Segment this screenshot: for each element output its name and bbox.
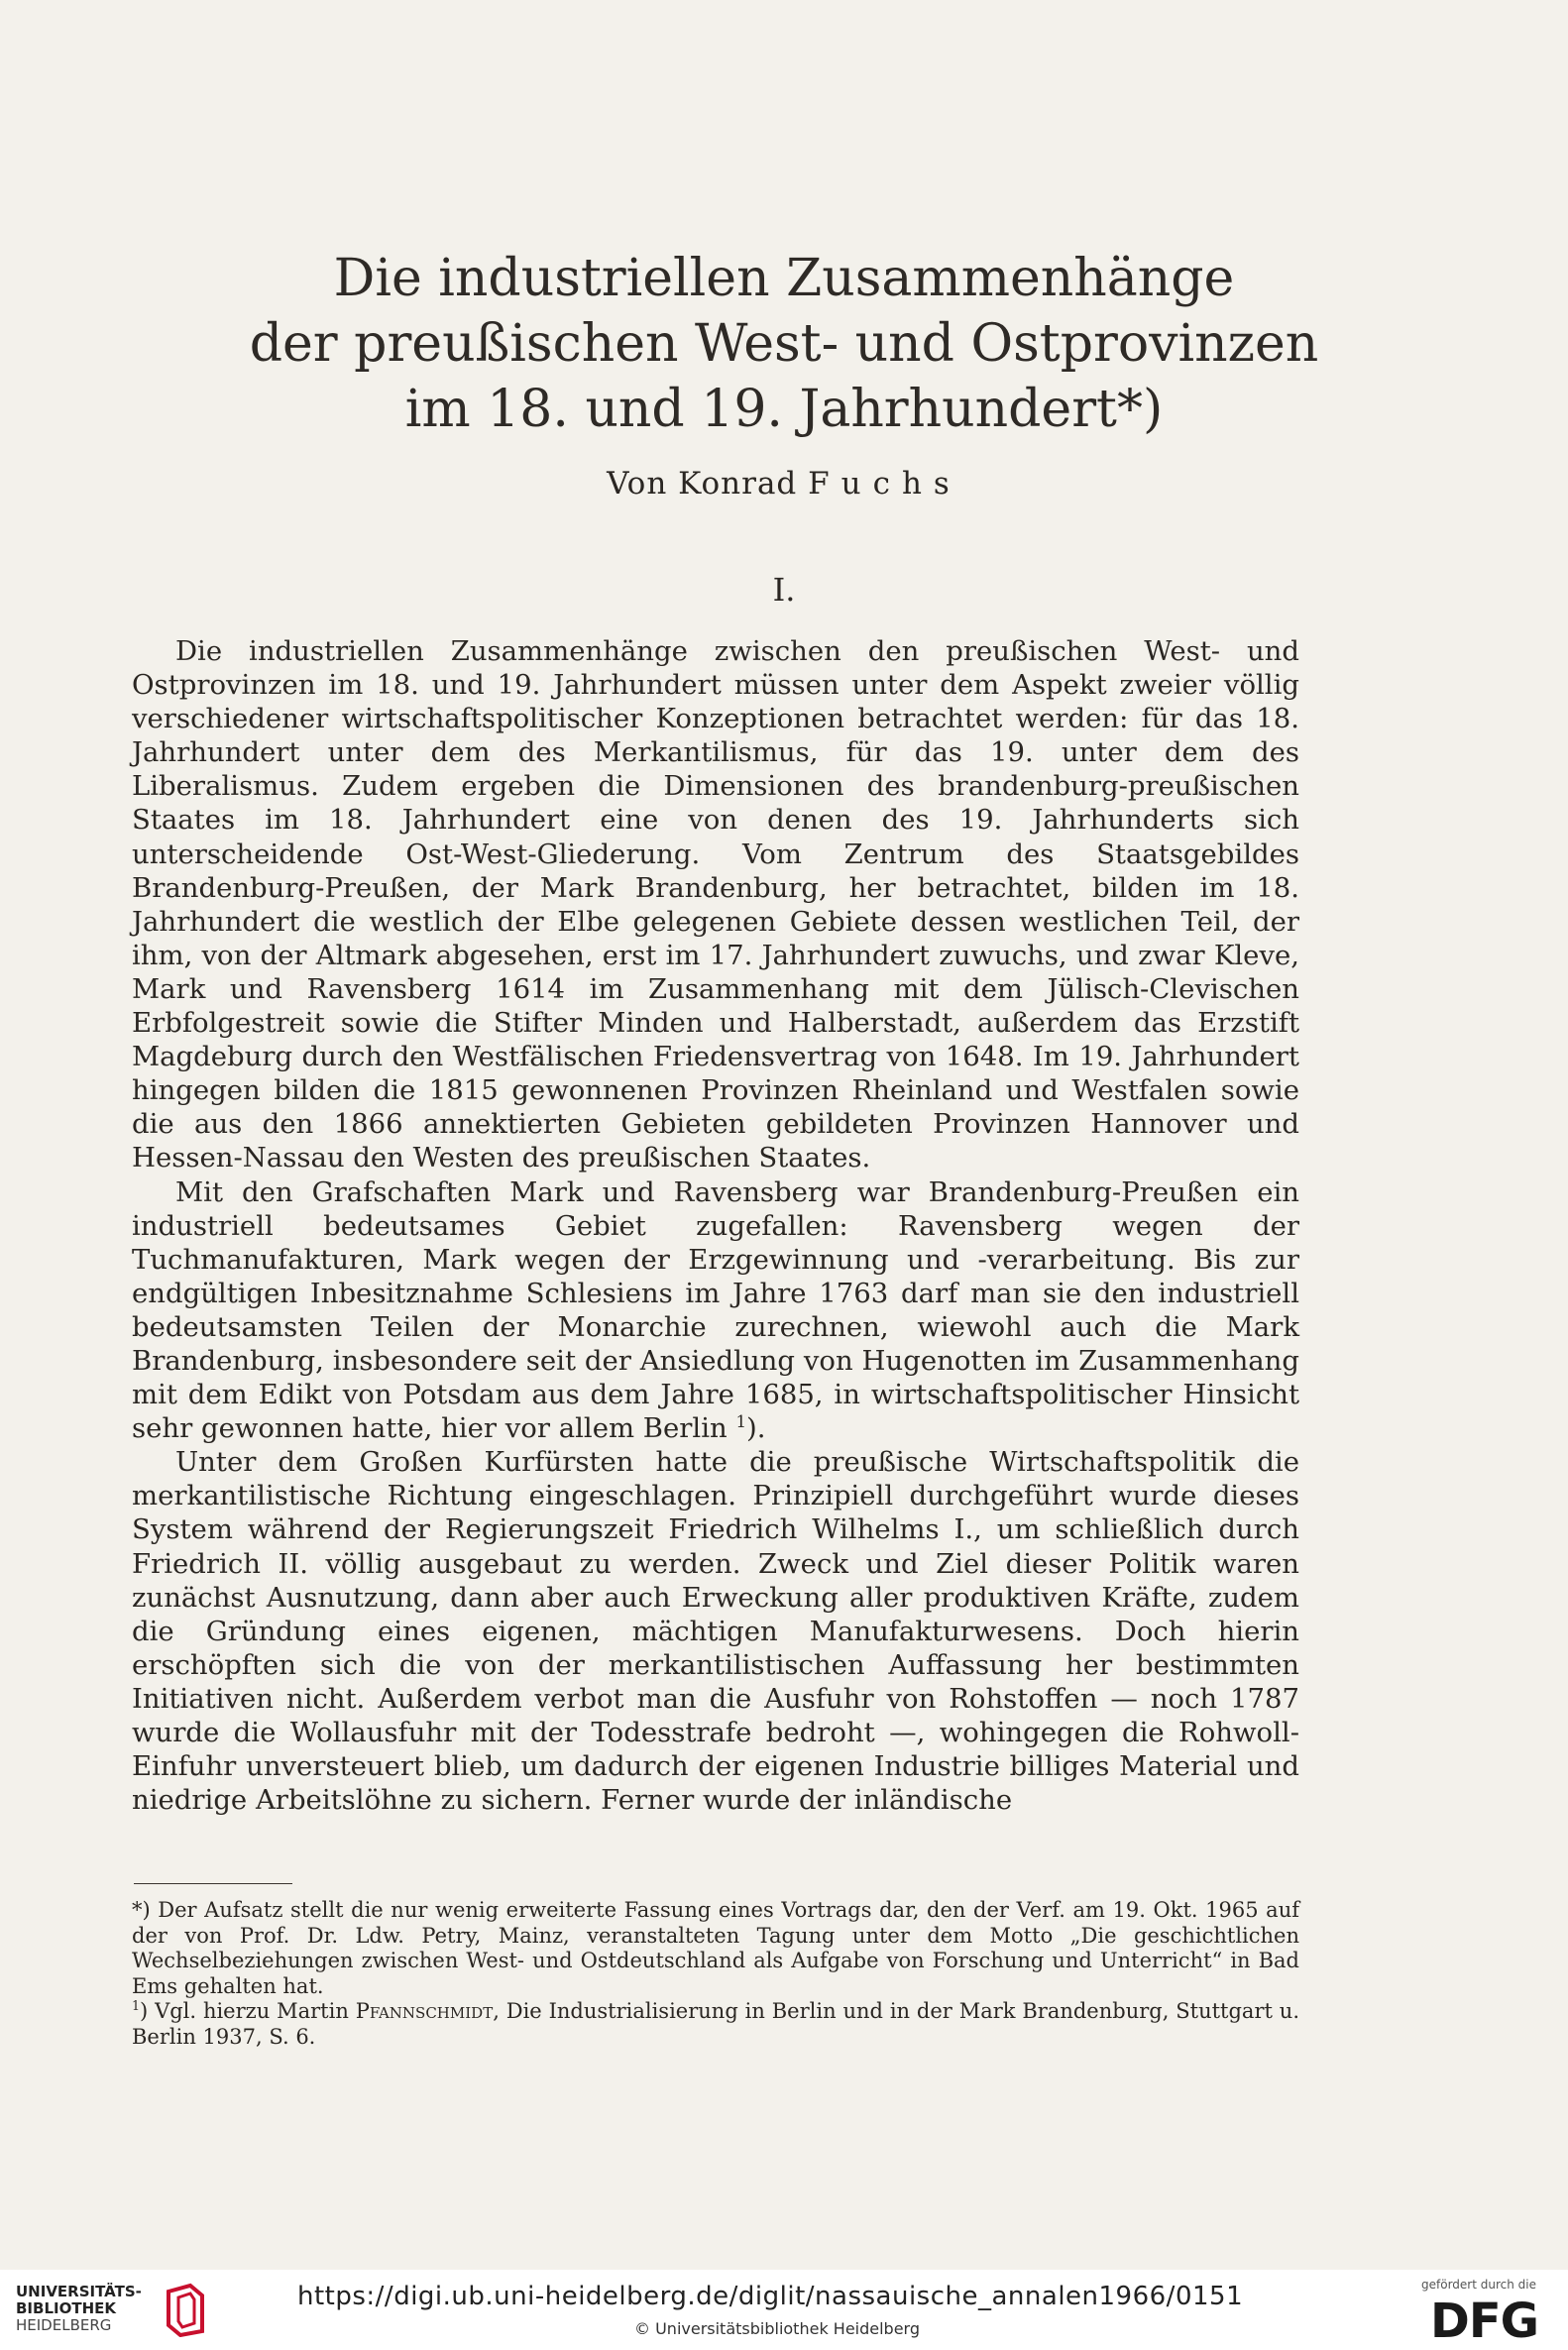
permalink-url[interactable]: https://digi.ub.uni-heidelberg.de/diglit/nassauische_annalen1966/0151 bbox=[297, 2282, 1244, 2311]
title-line-1: Die industriellen Zusammenhänge bbox=[333, 249, 1235, 308]
viewer-footer bbox=[0, 2270, 1568, 2350]
footnote-1-mark: 1 bbox=[132, 1998, 141, 2013]
funding-label: gefördert durch die bbox=[1421, 2278, 1536, 2292]
footnote-ref-1: 1 bbox=[735, 1412, 746, 1431]
ub-heidelberg-logo-icon bbox=[161, 2282, 210, 2337]
paragraph-1: Die industriellen Zusammenhänge zwischen den preußischen West- und Ostprovinzen im 18. und 19. Jahrhundert müssen unter dem Aspekt zweier völlig verschiedener wirtschaftspolitischer Konzeptionen betrachtet werden: für das 18. Jahrhundert unter dem des Merkantilismus, für das 19. unter dem des Liberalismus. Zudem ergeben die Dimensionen des brandenburg-preußischen Staates im 18. Jahrhundert eine von denen des 19. Jahrhunderts sich unterscheidende Ost-West-Gliederung. Vom Zentrum des Staatsgebildes Brandenburg-Preußen, der Mark Brandenburg, her betrachtet, bilden im 18. Jahrhundert die westlich der Elbe gelegenen Gebiete dessen westlichen Teil, der ihm, von der Altmark abgesehen, erst im 17. Jahrhundert zuwuchs, und zwar Kleve, Mark und Ravensberg 1614 im Zusammenhang mit dem Jülisch-Clevischen Erbfolgestreit sowie die Stifter Minden und Halberstadt, außerdem das Erzstift Magdeburg durch den Westfälischen Friedensvertrag von 1648. Im 19. Jahrhundert hingegen bilden die 1815 gewonnenen Provinzen Rheinland und Westfalen sowie die aus den 1866 annektierten Gebieten gebildeten Provinzen Hannover und Hessen-Nassau den Westen des preußischen Staates. bbox=[132, 635, 1299, 1175]
author-prefix: Von Konrad bbox=[607, 466, 798, 502]
section-heading: I. bbox=[772, 571, 796, 609]
article-title bbox=[0, 246, 1568, 442]
copyright-notice: © Universitätsbibliothek Heidelberg bbox=[634, 2319, 921, 2338]
footnote-divider bbox=[134, 1883, 292, 1884]
title-line-3: im 18. und 19. Jahrhundert*) bbox=[404, 380, 1164, 439]
footnote-1-post: , Die Industrialisierung in Berlin und in der Mark Brandenburg, Stuttgart u. Berlin 1937, S. 6. bbox=[132, 1999, 1299, 2049]
footnote-1-pre: ) Vgl. hierzu Martin bbox=[140, 1999, 349, 2023]
author-line bbox=[0, 466, 1568, 502]
footnote-star: *) Der Aufsatz stellt die nur wenig erweiterte Fassung eines Vortrags dar, den der Verf. am 19. Okt. 1965 auf der von Prof. Dr. Ldw. Petry, Mainz, veranstalteten Tagung unter dem Motto „Die geschichtlichen Wechselbeziehungen zwischen West- und Ostdeutschland als Aufgabe von Forschung und Unterricht“ in Bad Ems gehalten hat. bbox=[132, 1898, 1299, 1998]
author-surname: Fuchs bbox=[808, 466, 961, 502]
title-line-2: der preußischen West- und Ostprovinzen bbox=[249, 314, 1319, 374]
library-name-2: BIBLIOTHEK bbox=[16, 2299, 116, 2317]
library-logo-text bbox=[16, 2284, 165, 2334]
library-name-1: UNIVERSITÄTS- bbox=[16, 2283, 142, 2300]
paragraph-2 bbox=[132, 1175, 1299, 1446]
paragraph-2-tail: ). bbox=[745, 1412, 766, 1445]
footnotes bbox=[132, 1898, 1299, 2050]
paragraph-3: Unter dem Großen Kurfürsten hatte die preußische Wirtschaftspolitik die merkantilistische Richtung eingeschlagen. Prinzipiell durchgeführt wurde dieses System während der Regierungszeit Friedrich Wilhelms I., um schließlich durch Friedrich II. völlig ausgebaut zu werden. Zweck und Ziel dieser Politik waren zunächst Ausnutzung, dann aber auch Erweckung aller produktiven Kräfte, zudem die Gründung eines eigenen, mächtigen Manufakturwesens. Doch hierin erschöpften sich die von der merkantilistischen Auffassung her bestimmten Initiativen nicht. Außerdem verbot man die Ausfuhr von Rohstoffen — noch 1787 wurde die Wollausfuhr mit der Todesstrafe bedroht —, wohingegen die Rohwoll-Einfuhr unversteuert blieb, um dadurch der eigenen Industrie billiges Material und niedrige Arbeitslöhne zu sichern. Ferner wurde der inländische bbox=[132, 1446, 1299, 1817]
library-name-3: HEIDELBERG bbox=[16, 2316, 112, 2334]
footnote-1 bbox=[132, 1999, 1299, 2050]
footnote-1-author: Pfannschmidt bbox=[355, 1999, 494, 2023]
paragraph-2-text: Mit den Grafschaften Mark und Ravensberg war Brandenburg-Preußen ein industriell bedeutsames Gebiet zugefallen: Ravensberg wegen der Tuchmanufakturen, Mark wegen der Erzgewinnung und -verarbeitung. Bis zur endgültigen Inbesitznahme Schlesiens im Jahre 1763 darf man sie den industriell bedeutsamsten Teilen der Monarchie zurechnen, wiewohl auch die Mark Brandenburg, insbesondere seit der Ansiedlung von Hugenotten im Zusammenhang mit dem Edikt von Potsdam aus dem Jahre 1685, in wirtschaftspolitischer Hinsicht sehr gewonnen hatte, hier vor allem Berlin bbox=[132, 1175, 1299, 1445]
dfg-logo: DFG bbox=[1429, 2294, 1538, 2349]
article-body bbox=[132, 634, 1299, 1817]
